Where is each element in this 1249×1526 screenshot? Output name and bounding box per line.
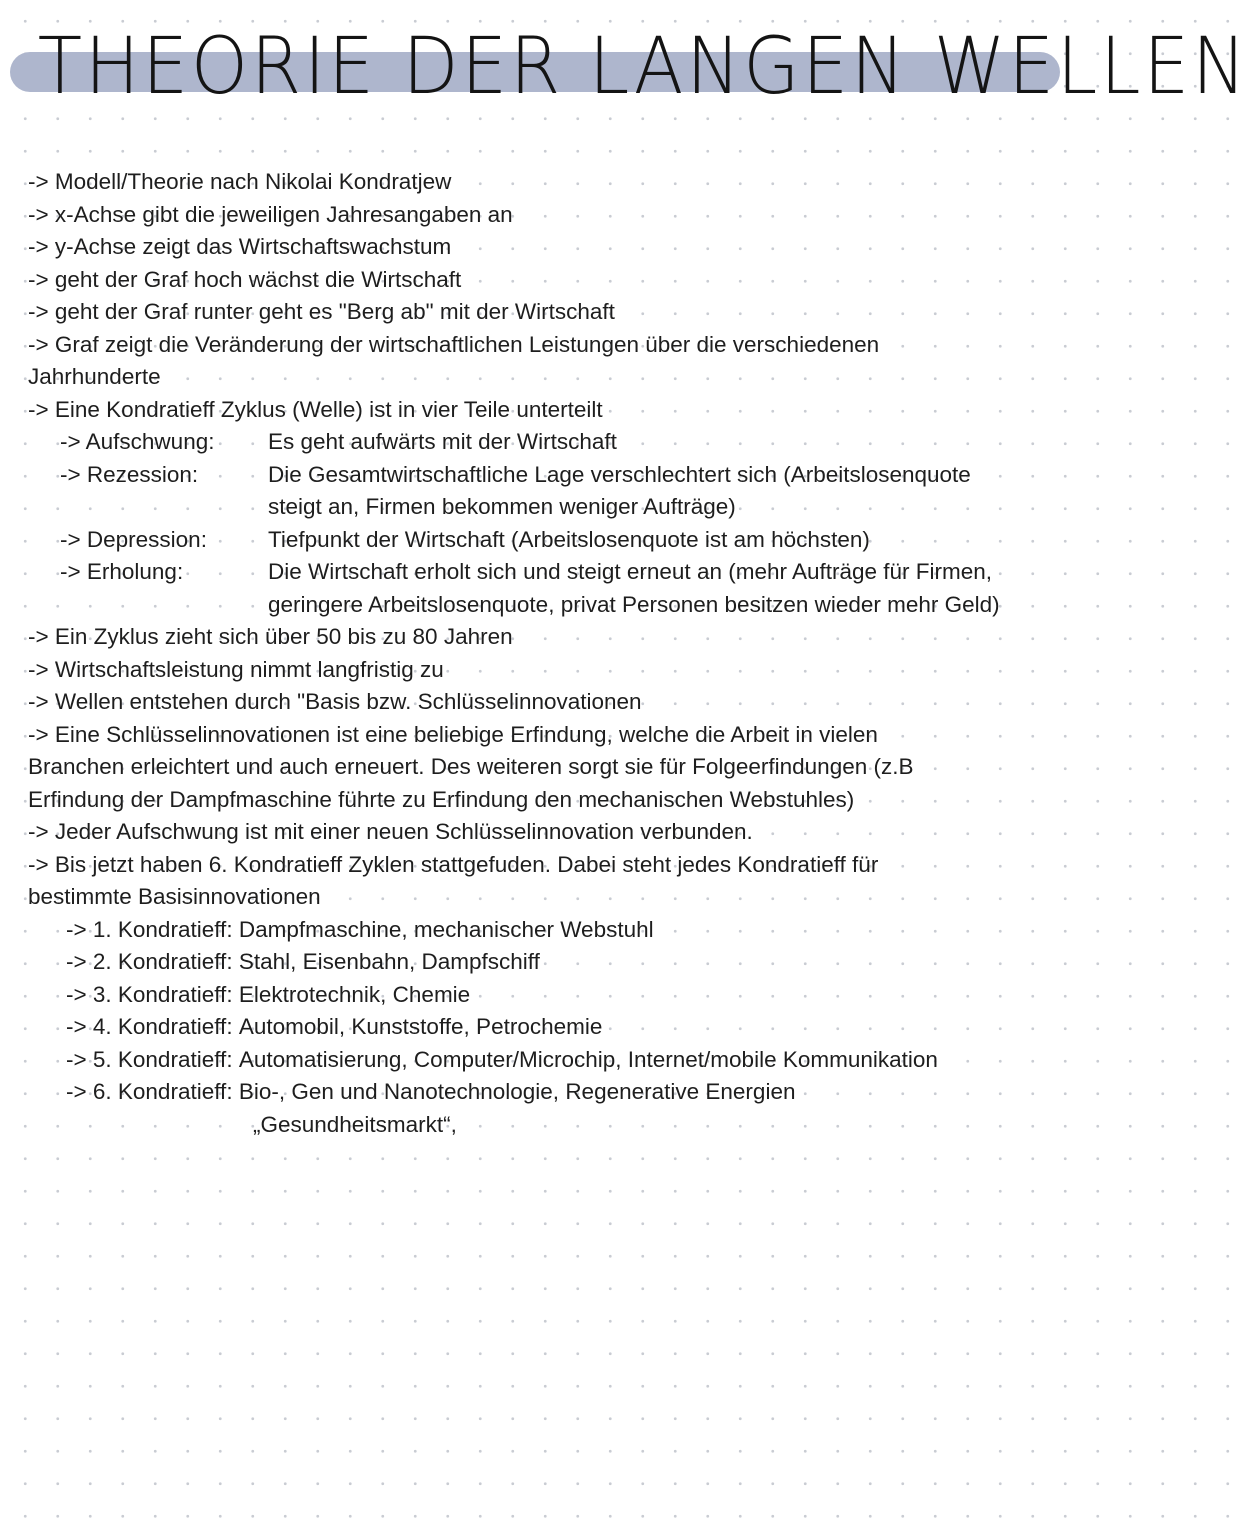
kondratieff-5 xyxy=(28,1044,1058,1077)
bullet-graph-up: -> geht der Graf hoch wächst die Wirtschaft xyxy=(28,266,462,292)
kondratieff-6 xyxy=(28,1076,1058,1109)
kondratieff-text: Automatisierung, Computer/Microchip, Internet/mobile Kommunikation xyxy=(238,1046,938,1072)
page-title: THEORIE DER LANGEN WELLEN xyxy=(37,22,1249,112)
kondratieff-6-extra: „Gesundheitsmarkt“, xyxy=(253,1111,457,1137)
phase-rezession xyxy=(28,459,1058,524)
kondratieff-text: Automobil, Kunststoffe, Petrochemie xyxy=(238,1014,603,1039)
kondratieff-label: -> 4. Kondratieff: xyxy=(66,1014,233,1039)
bullet-cycle-parts: -> Eine Kondratieff Zyklus (Welle) ist in vier Teile unterteilt xyxy=(28,396,603,422)
kondratieff-1 xyxy=(28,914,1058,947)
bullet-y-axis: -> y-Achse zeigt das Wirtschaftswachstum xyxy=(28,234,452,259)
kondratieff-label: -> 2. Kondratieff: xyxy=(66,949,233,974)
phase-text: Die Gesamtwirtschaftliche Lage verschlechtert sich (Arbeitslosenquote steigt an, Firmen bekommen weniger Aufträge) xyxy=(268,461,971,519)
bullet-growth: -> Wirtschaftsleistung nimmt langfristig zu xyxy=(28,656,444,682)
bullet-graph-down: -> geht der Graf runter geht es "Berg ab" mit der Wirtschaft xyxy=(28,299,615,324)
phase-text: Tiefpunkt der Wirtschaft (Arbeitslosenquote ist am höchsten) xyxy=(268,526,870,552)
bullet-cycle-length: -> Ein Zyklus zieht sich über 50 bis zu 80 Jahren xyxy=(28,624,513,649)
bullet-six-cycles: -> Bis jetzt haben 6. Kondratieff Zyklen stattgefuden. Dabei steht jedes Kondratieff für bestimmte Basisinnovationen xyxy=(28,851,879,909)
phase-text: Es geht aufwärts mit der Wirtschaft xyxy=(268,429,617,454)
kondratieff-text: Elektrotechnik, Chemie xyxy=(238,981,471,1007)
phase-label: -> Rezession: xyxy=(60,461,199,487)
phase-text: Die Wirtschaft erholt sich und steigt erneut an (mehr Aufträge für Firmen, geringere Arbeitslosenquote, privat Personen besitzen wieder mehr Geld) xyxy=(268,559,1000,617)
phase-aufschwung xyxy=(28,426,1058,459)
kondratieff-label: -> 3. Kondratieff: xyxy=(66,981,233,1007)
kondratieff-text: Dampfmaschine, mechanischer Webstuhl xyxy=(238,916,654,942)
kondratieff-2 xyxy=(28,946,1058,979)
kondratieff-text: Stahl, Eisenbahn, Dampfschiff xyxy=(238,949,540,974)
notes-body xyxy=(28,166,1058,1141)
kondratieff-3 xyxy=(28,979,1058,1012)
bullet-key-innovation: -> Eine Schlüsselinnovationen ist eine beliebige Erfindung, welche die Arbeit in vielen Branchen erleichtert und auch erneuert. Des weiteren sorgt sie für Folgeerfindungen (z.B Erfindung der Dampfmaschine führte zu Erfindung den mechanischen Webstuhles) xyxy=(28,721,914,812)
kondratieff-text: Bio-, Gen und Nanotechnologie, Regenerative Energien xyxy=(238,1079,796,1104)
bullet-waves-origin: -> Wellen entstehen durch "Basis bzw. Schlüsselinnovationen xyxy=(28,689,642,714)
bullet-graph-change: -> Graf zeigt die Veränderung der wirtschaftlichen Leistungen über die verschiedenen Jahrhunderte xyxy=(28,331,880,389)
phase-erholung xyxy=(28,556,1058,621)
bullet-theory: -> Modell/Theorie nach Nikolai Kondratjew xyxy=(28,169,452,194)
bullet-upswing: -> Jeder Aufschwung ist mit einer neuen Schlüsselinnovation verbunden. xyxy=(28,819,753,844)
phase-label: -> Aufschwung: xyxy=(60,429,215,454)
kondratieff-4 xyxy=(28,1011,1058,1044)
phase-depression xyxy=(28,524,1058,557)
phase-label: -> Depression: xyxy=(60,526,207,552)
kondratieff-label: -> 5. Kondratieff: xyxy=(66,1046,233,1072)
phase-label: -> Erholung: xyxy=(60,559,184,584)
kondratieff-label: -> 6. Kondratieff: xyxy=(66,1079,233,1104)
kondratieff-label: -> 1. Kondratieff: xyxy=(66,916,233,942)
bullet-x-axis: -> x-Achse gibt die jeweiligen Jahresangaben an xyxy=(28,201,513,227)
